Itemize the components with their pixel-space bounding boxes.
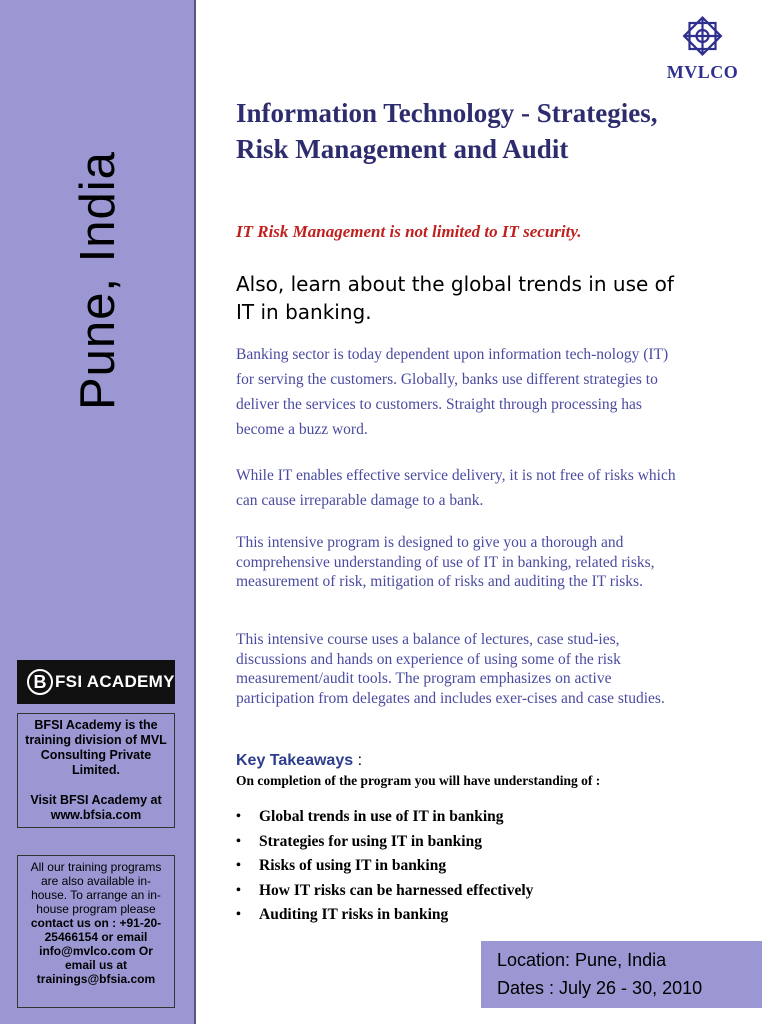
location-vertical-title: Pune, India (71, 151, 125, 410)
key-takeaways-label: Key Takeaways (236, 752, 354, 769)
academy-description: BFSI Academy is the training division of MVL Consulting Private Limited. (25, 718, 167, 777)
course-paragraph: This intensive course uses a balance of lectures, case stud-ies, discussions and hands on experience of using some of the risk measurement/audit tools. The program emphasizes on active participation from delegates and includes exer-cises and case studies. (236, 631, 665, 707)
academy-info-box (17, 713, 175, 828)
list-item: • How IT risks can be harnessed effectively (236, 879, 533, 904)
intro-paragraph: Banking sector is today dependent upon information tech-nology (IT) for serving the customers. Globally, banks use different strategies to deliver the services to customers. Straight through processing has become a buzz word. (236, 346, 669, 438)
program-subtitle: IT Risk Management is not limited to IT security. (236, 222, 582, 241)
key-takeaways-heading (236, 752, 362, 770)
event-location: Location: Pune, India (497, 950, 667, 970)
program-paragraph: This intensive program is designed to give you a thorough and comprehensive understanding of use of IT in banking, related risks, measurement of risk, mitigation of risks and auditing the IT risks. (236, 534, 655, 590)
inhouse-program-note: All our training programs are also available in-house. To arrange an in-house program please (30, 860, 162, 916)
mvlco-logo (655, 14, 750, 84)
bfsi-logo-text: FSI ACADEMY (55, 672, 175, 691)
sidebar (0, 0, 196, 1024)
contact-details: contact us on : +91-20-25466154 or email info@mvlco.com Or email us at trainings@bfsia.com (30, 916, 162, 986)
list-item: • Risks of using IT in banking (236, 854, 533, 879)
academy-website: Visit BFSI Academy at www.bfsia.com (30, 793, 162, 822)
program-title: Information Technology - Strategies, Risk Management and Audit (236, 98, 658, 164)
event-dates: Dates : July 26 - 30, 2010 (497, 978, 703, 998)
list-item: • Strategies for using IT in banking (236, 830, 533, 855)
program-tagline: Also, learn about the global trends in use of IT in banking. (236, 272, 674, 324)
list-item: • Auditing IT risks in banking (236, 903, 533, 928)
event-details-box (481, 941, 762, 1008)
mvlco-logo-text: MVLCO (666, 62, 739, 82)
bfsi-logo-initial: B (27, 669, 53, 695)
contact-info-box (17, 855, 175, 1008)
key-takeaways-colon: : (353, 752, 363, 769)
list-item: • Global trends in use of IT in banking (236, 805, 533, 830)
takeaways-list (236, 805, 533, 928)
bfsi-academy-logo (17, 660, 175, 704)
key-takeaways-intro: On completion of the program you will have understanding of : (236, 773, 601, 788)
mvlco-logo-icon (655, 14, 750, 62)
risk-paragraph: While IT enables effective service delivery, it is not free of risks which can cause irreparable damage to a bank. (236, 467, 676, 509)
